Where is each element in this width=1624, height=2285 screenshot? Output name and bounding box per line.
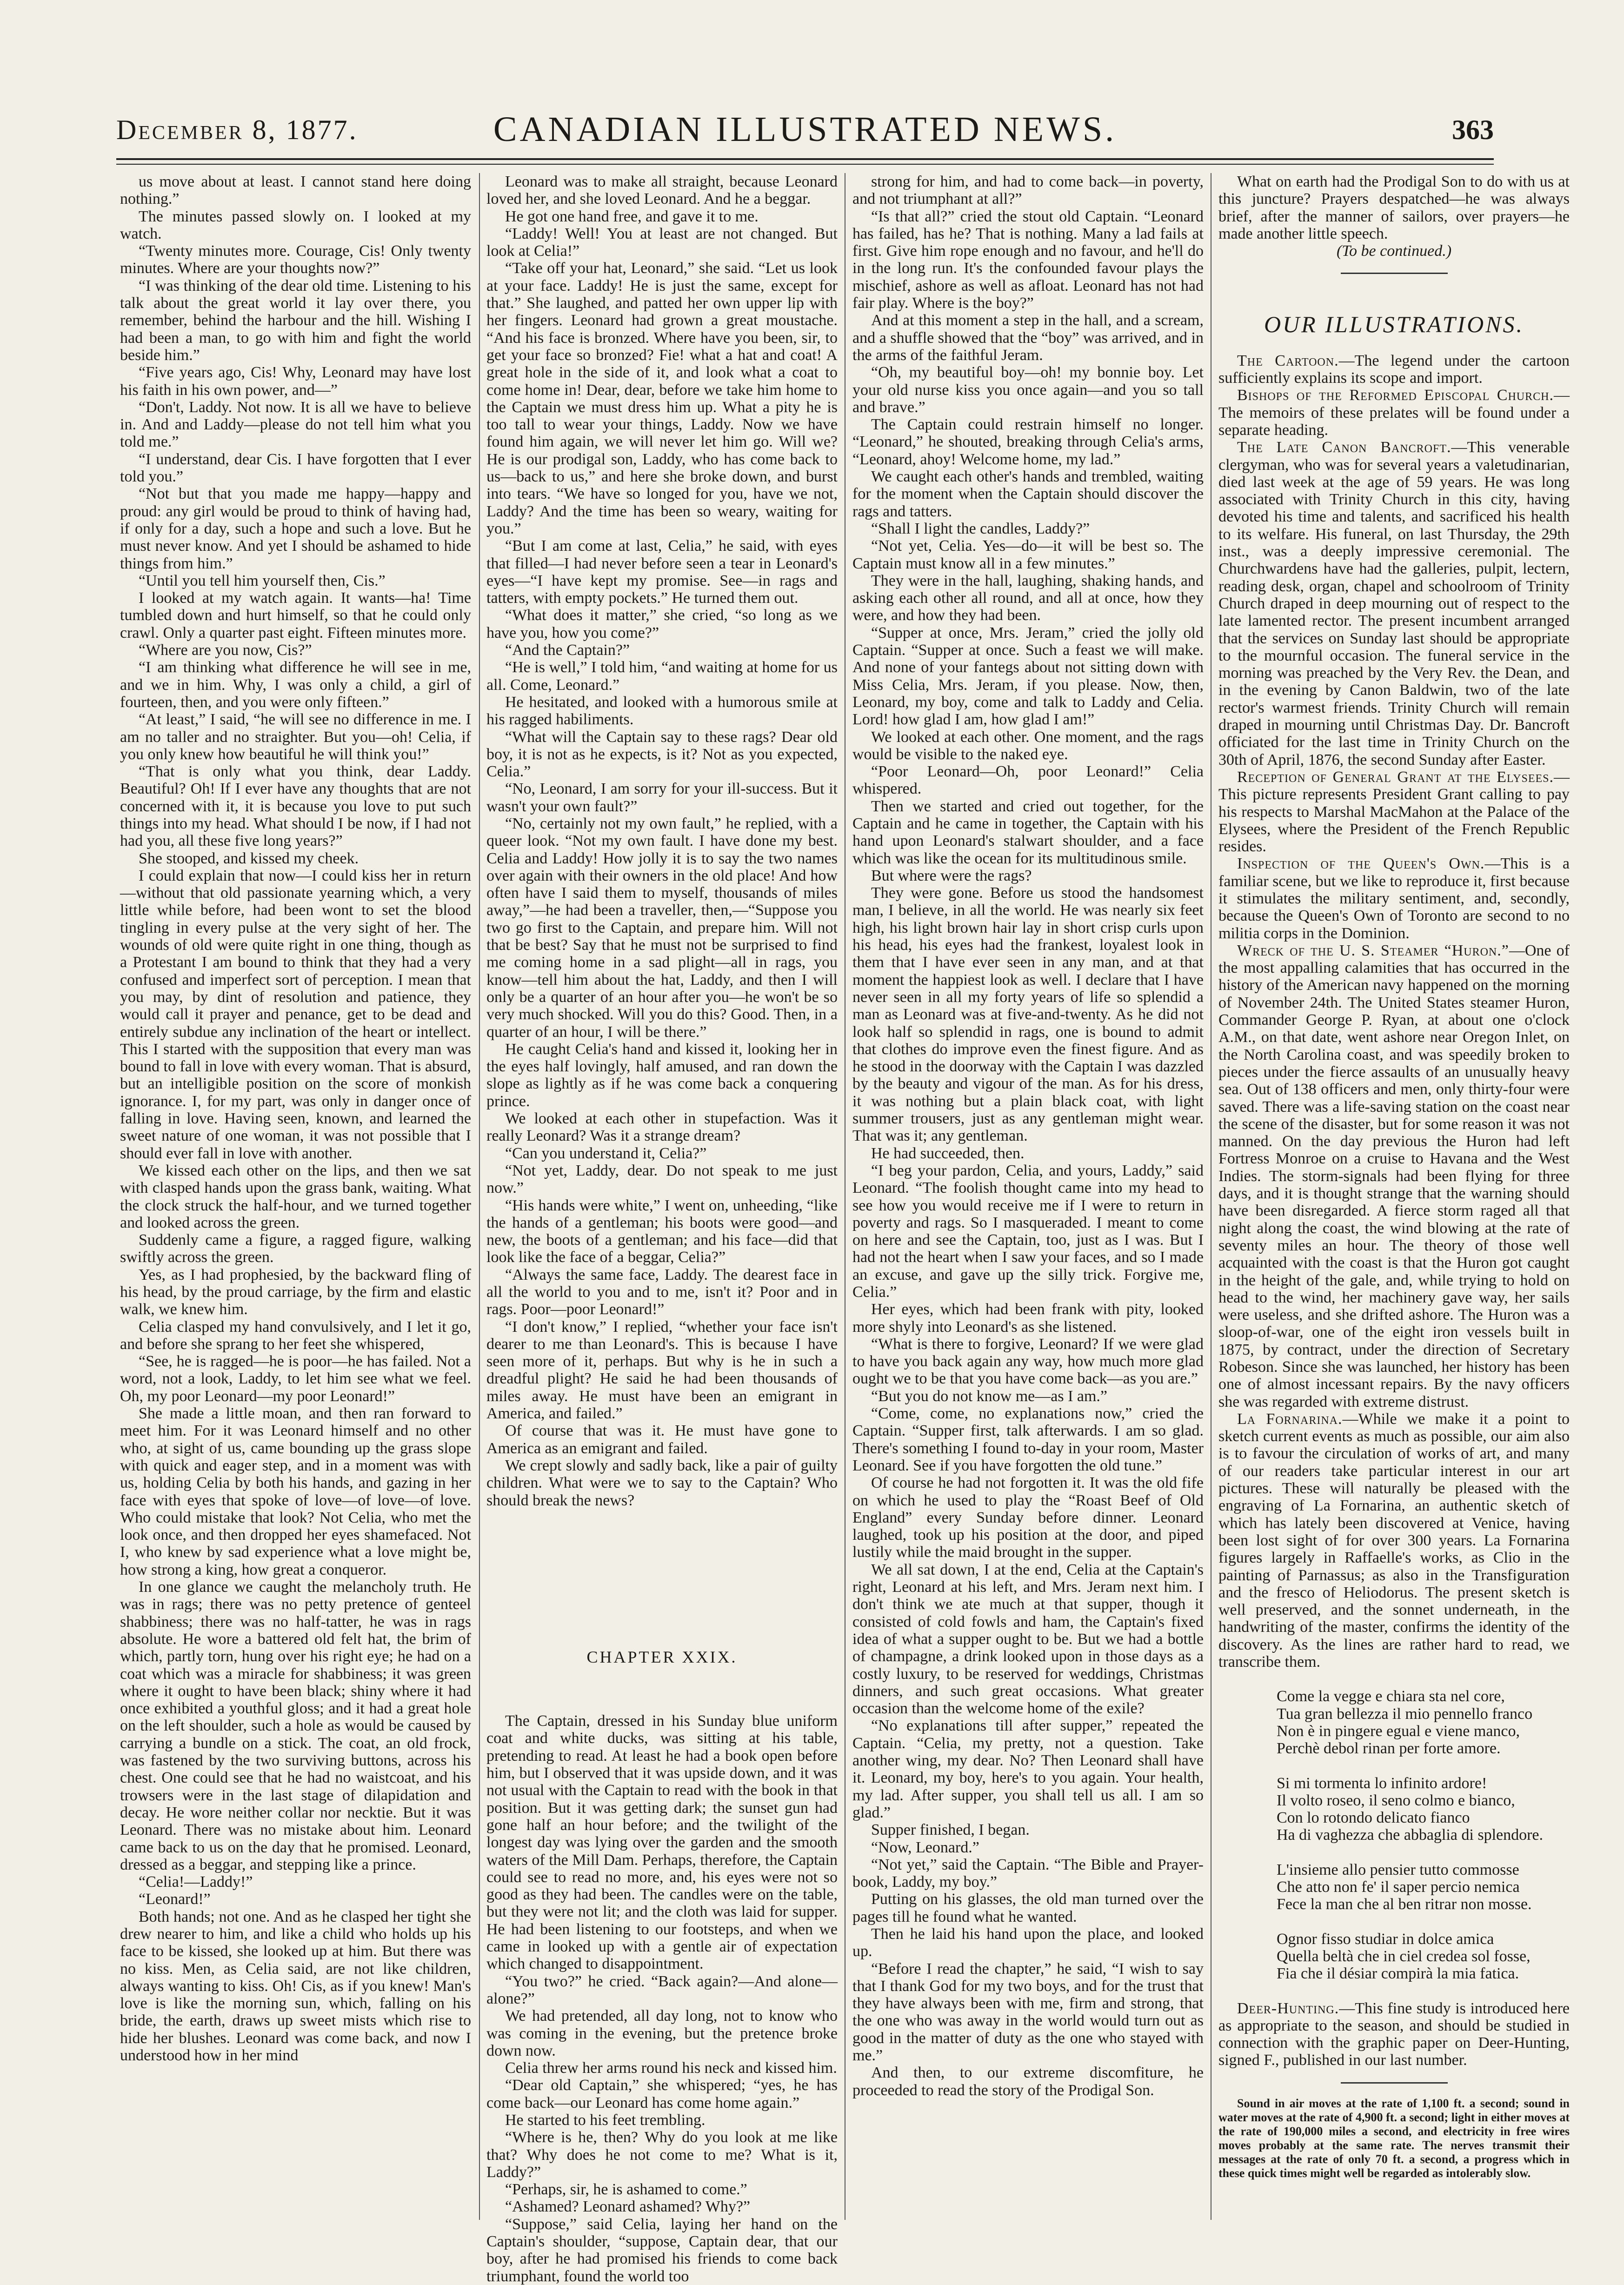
paragraph: “I understand, dear Cis. I have forgotten that I ever told you.” [120,450,471,486]
column-divider [479,173,480,2220]
paragraph: “Laddy! Well! You at least are not changed. But look at Celia!” [486,225,838,260]
poem-line: Che atto non fe' il saper percio nemica [1277,1878,1520,1896]
story-continuation [486,173,838,1509]
paragraph: “I am thinking what difference he will see in me, and we in him. Why, I was only a child, a girl of fourteen, then, and you were only fifteen.” [120,659,471,711]
note-heading: La Fornarina. [1237,1410,1343,1428]
note-text: —This venerable clergyman, who was for several years a valetudinarian, died last week at the age of 59 years. He was long associated with Trinity Church in this city, having devoted his time and talents, and sacrificed his health to its welfare. His funeral, on last Thursday, the 29th inst., was a deeply impressive ceremonial. The Churchwardens have had the galleries, pulpit, lectern, reading desk, organ, chapel and schoolroom of Trinity Church draped in deep mourning out of respect to the late lamented rector. The present incumbent arranged that the services on Sunday last should be appropriate to the mournful occasion. The funeral service in the morning was preached by the Very Rev. the Dean, and in the evening by Canon Baldwin, two of the late rector's warmest friends. Trinity Church will remain draped in mourning until Christmas Day. Dr. Bancroft officiated for the last time in Trinity Church on the 30th of April, 1876, the second Sunday after Easter. [1218,439,1570,768]
paragraph: What on earth had the Prodigal Son to do with us at this juncture? Prayers despatched—he was always brief, after the manner of sailors, over prayers—he made another little speech. [1218,173,1570,242]
paragraph: “Is that all?” cried the stout old Captain. “Leonard has failed, has he? That is nothing. Many a lad fails at first. Give him rope enough and no favour, and he'll do in the long run. It's the confounded favour plays the mischief, ashore as well as afloat. Leonard has not had fair play. Where is the boy?” [852,207,1204,312]
illustration-note [1218,352,1570,387]
paragraph: “Take off your hat, Leonard,” she said. “Let us look at your face. Laddy! He is just the same, except for that.” She laughed, and patted her own upper lip with her fingers. Leonard had grown a great moustache. “And his face is bronzed. Where have you been, sir, to get your face so bronzed? Fie! what a hat and coat! A great hole in the side of it, and look what a coat to come home in! Dear, dear, before we take him home to the Captain we must dress him up. What a pity he is too tall to wear your things, Laddy. Now we have found him again, we will never let him go. Will we? He is our prodigal son, Laddy, who has come back to us—back to us,” and here she broke down, and burst into tears. “We have so longed for you, have we not, Laddy? And the time has been so weary, waiting for you.” [486,260,838,537]
paragraph: “I don't know,” I replied, “whether your face isn't dearer to me than Leonard's. This is because I have seen more of it, perhaps. But why is he in such a dreadful plight? He said he had been thousands of miles away. He must have been an emigrant in America, and failed.” [486,1318,838,1423]
paragraph: “What will the Captain say to these rags? Dear old boy, it is not as he expects, is it? Not as you expected, Celia.” [486,728,838,781]
sonnet [1218,1670,1570,1982]
section-title: OUR ILLUSTRATIONS. [1264,311,1524,338]
paragraph: “He is well,” I told him, “and waiting at home for us all. Come, Leonard.” [486,659,838,694]
column-3 [852,173,1204,2220]
chapter-text [486,1712,838,2285]
illustration-note [1218,1410,1570,1670]
paragraph: “Come, come, no explanations now,” cried the Captain. “Supper first, talk afterwards. I am so glad. There's something I found to-day in your room, Master Leonard. See if you have forgotten the old tune.” [852,1405,1204,1474]
illustration-note [1218,439,1570,768]
poem-line: Come la vegge e chiara sta nel core, [1277,1688,1505,1705]
to-be-continued: (To be continued.) [1336,242,1452,260]
paragraph: Her eyes, which had been frank with pity, looked more shyly into Leonard's as she listened. [852,1301,1204,1336]
paragraph: strong for him, and had to come back—in poverty, and not triumphant at all?” [852,173,1204,208]
paragraph: They were in the hall, laughing, shaking hands, and asking each other all round, and all at once, how they were, and how they had been. [852,572,1204,624]
paragraph: “Suppose,” said Celia, laying her hand on the Captain's shoulder, “suppose, Captain dear, that our boy, after he had promised his friends to come back triumphant, found the world too [486,2215,838,2285]
paragraph: We had pretended, all day long, not to know who was coming in the evening, but the pretence broke down now. [486,2007,838,2059]
poem-line: Tua gran bellezza il mio pennello franco [1277,1705,1533,1723]
paragraph: We all sat down, I at the end, Celia at the Captain's right, Leonard at his left, and Mrs. Jeram next him. I don't think we ate much at that supper, though it consisted of cold fowls and ham, the Captain's fixed idea of what a supper ought to be. But we had a bottle of champagne, a drink looked upon in those days as a costly luxury, to be reserved for weddings, Christmas dinners, and such great occasions. What greater occasion than the welcome home of the exile? [852,1561,1204,1717]
paragraph: But where were the rags? [871,867,1032,884]
poem-line: L'insieme allo pensier tutto commosse [1277,1861,1519,1878]
note-heading: The Late Canon Bancroft. [1237,439,1451,456]
paragraph: We looked at each other in stupefaction. Was it really Leonard? Was it a strange dream? [486,1110,838,1145]
paragraph: “Leonard!” [139,1891,211,1908]
illustration-note [1218,768,1570,855]
note-heading: The Cartoon. [1237,352,1339,369]
paragraph: “No, Leonard, I am sorry for your ill-success. But it wasn't your own fault?” [486,780,838,815]
paragraph: The minutes passed slowly on. I looked at my watch. [120,207,471,242]
paragraph: The Captain, dressed in his Sunday blue uniform coat and white ducks, was sitting at his table, pretending to read. At least he had a book open before him, but I observed that it was upside down, and it was not usual with the Captain to read with the book in that position. But it was getting dark; the sunset gun had gone half an hour before; and the twilight of the longest day was lying over the garden and the smooth waters of the Mill Dam. Perhaps, therefore, the Captain could see to read no more, and, his eyes were not so good as they had been. The candles were on the table, but they were not lit; and the cloth was laid for supper. He had been listening to our footsteps, and when we came in looked up with a gentle air of expectation which changed to disappointment. [486,1712,838,1973]
paragraph: Suddenly came a figure, a ragged figure, walking swiftly across the green. [120,1231,471,1266]
note-text: —The memoirs of these prelates will be found under a separate heading. [1218,387,1570,439]
paragraph: “Twenty minutes more. Courage, Cis! Only twenty minutes. Where are your thoughts now?” [120,242,471,277]
paragraph: “Where is he, then? Why do you look at me like that? Why does he not come to me? What is it, Laddy?” [486,2129,838,2181]
poem-line: Fece la man che al ben ritrar non mosse. [1277,1896,1532,1913]
paragraph: Leonard was to make all straight, because Leonard loved her, and she loved Leonard. And he a beggar. [486,173,838,208]
paragraph: I could explain that now—I could kiss her in return—without that old passionate yearning which, a very little while before, had been wont to set the blood tingling in every pulse at the very sight of her. The wounds of old were quite right in one thing, though as a Protestant I am bound to think that they had a very confused and imperfect sort of perception. I mean that you may, by dint of resolution and patience, they would call it prayer and penance, get to be dead and entirely subdue any inclination of the heart or intellect. This I started with the supposition that every man was bound to fall in love with every woman. That is absurd, but an intelligible position on the score of monkish ignorance. I, for my part, was only in danger once of falling in love. Having seen, known, and learned the sweet nature of one woman, it was not possible that I should ever fall in love with another. [120,867,471,1162]
page-header [116,109,1494,170]
paragraph: “Always the same face, Laddy. The dearest face in all the world to you and to me, isn't it? Poor and in rags. Poor—poor Leonard!” [486,1266,838,1318]
paragraph: They were gone. Before us stood the handsomest man, I believe, in all the world. He was nearly six feet high, his light brown hair lay in short crisp curls upon his head, his eyes had the frankest, loyalest look in them that I have ever seen in any man, and at that moment the happiest look as well. I declare that I have never seen in all my forty years of life so splendid a man as Leonard was at five-and-twenty. As he did not look half so splendid in rags, one is bound to admit that clothes do improve even the finest figure. And as he stood in the doorway with the Captain I was dazzled by the beauty and vigour of the man. As for his dress, it was nothing but a plain black coat, with light summer trousers, just as any gentleman might wear. That was it; any gentleman. [852,884,1204,1145]
paragraph: “Dear old Captain,” she whispered; “yes, he has come back—our Leonard has come home again.” [486,2077,838,2111]
header-rule [116,158,1494,160]
paragraph: “Ashamed? Leonard ashamed? Why?” [505,2198,751,2216]
paragraph: The Captain could restrain himself no longer. “Leonard,” he shouted, breaking through Celia's arms, “Leonard, ahoy! Welcome home, my lad.” [852,416,1204,468]
paragraph: She made a little moan, and then ran forward to meet him. For it was Leonard himself and no other who, at sight of us, came bounding up the grass slope with quick and eager step, and in a moment was with us, holding Celia by both his hands, and gazing in her face with eyes that spoke of love—of love—of love. Who could mistake that look? Not Celia, who met the look once, and then dropped her eyes shamefaced. Not I, who knew by sad experience what a love might be, how strong a king, how great a conqueror. [120,1405,471,1578]
paragraph: We kissed each other on the lips, and then we sat with clasped hands upon the grass bank, waiting. What the clock struck the half-hour, and we turned together and looked across the green. [120,1162,471,1231]
column-1 [120,173,471,2220]
paragraph: “Not yet, Celia. Yes—do—it will be best so. The Captain must know all in a few minutes.” [852,537,1204,572]
paragraph: He hesitated, and looked with a humorous smile at his ragged habiliments. [486,693,838,728]
note-text: —The legend under the cartoon sufficiently explains its scope and import. [1218,352,1570,387]
paragraph: “Not yet, Laddy, dear. Do not speak to me just now.” [486,1162,838,1197]
paragraph: “His hands were white,” I went on, unheeding, “like the hands of a gentleman; his boots were good—and new, the boots of a gentleman; and his face—did that look like the face of a beggar, Celia?” [486,1196,838,1266]
paragraph: “At least,” I said, “he will see no difference in me. I am no taller and no straighter. But you—oh! Celia, if you only knew how beautiful he will think you!” [120,711,471,763]
story-ending [1218,173,1570,242]
paragraph: “Poor Leonard—Oh, poor Leonard!” Celia whispered. [852,763,1204,798]
paragraph: He had succeeded, then. [871,1144,1025,1162]
paragraph: Supper finished, I began. [871,1821,1030,1839]
poem-line: Il volto roseo, il seno colmo e bianco, [1277,1791,1515,1809]
illustration-note [1218,387,1570,439]
paragraph: Then we started and cried out together, for the Captain and he came in together, the Captain with his hand upon Leonard's stalwart shoulder, and a face which was like the ocean for its multitudinous smile. [852,797,1204,867]
poem-line: Fia che il désiar compirà la mia fatica. [1277,1965,1519,1983]
illustration-note [1218,942,1570,1410]
paragraph: “Perhaps, sir, he is ashamed to come.” [505,2181,747,2198]
poem-line: Ha di vaghezza che abbaglia di splendore. [1277,1826,1544,1844]
note-heading: Reception of General Grant at the Elysees. [1237,768,1554,786]
paragraph: “Supper at once, Mrs. Jeram,” cried the jolly old Captain. “Supper at once. Such a feast we will make. And none of your fantegs about not sitting down with Miss Celia, Mrs. Jeram, if you please. Now, then, Leonard, my boy, come and talk to Laddy and Celia. Lord! how glad I am, how glad I am!” [852,624,1204,728]
note-heading: Inspection of the Queen's Own. [1237,855,1485,873]
poem-line: Perchè debol rinan per forte amore. [1277,1740,1501,1757]
paragraph: Yes, as I had prophesied, by the backward fling of his head, by the proud carriage, by the firm and elastic walk, we knew him. [120,1266,471,1318]
paragraph: He started to his feet trembling. [505,2111,706,2129]
poem-line: Con lo rotondo delicato fianco [1277,1809,1470,1827]
paragraph: “But I am come at last, Celia,” he said, with eyes that filled—I had never before seen a tear in Leonard's eyes—“I have kept my promise. See—in rags and tatters, with empty pockets.” He turned them out. [486,537,838,607]
paragraph: “That is only what you think, dear Laddy. Beautiful? Oh! If I ever have any thoughts that are not concerned with it, it is because you love to put such things into my head. What should I be now, if I had not had you, all these five long years?” [120,763,471,850]
paragraph: “No, certainly not my own fault,” he replied, with a queer look. “Not my own fault. I have done my best. Celia and Laddy! How jolly it is to say the two names over again with their owners in the old place! And how often have I said them to myself, thousands of miles away,”—he had been a traveller, then,—“Suppose you two go first to the Captain, and prepare him. Will not that be best? Say that he must not be surprised to find me coming home in a sad plight—all in rags, you know—tell him about the hat, Laddy, and then I will only be a quarter of an hour after you—he won't be so very much shocked. Will you do this? Good. Then, in a quarter of an hour, I will be there.” [486,815,838,1041]
paragraph: “Where are you now, Cis?” [139,641,312,659]
poem-line: Non è in pingere egual e viene manco, [1277,1722,1520,1740]
paragraph: “I was thinking of the dear old time. Listening to his talk about the great world it lay over there, you remember, behind the harbour and the hill. Wishing I had been a man, to go with him and fight the world beside him.” [120,277,471,364]
column-2 [486,173,838,2285]
paragraph: “Can you understand it, Celia?” [505,1144,707,1162]
chapter-heading: CHAPTER XXIX. [586,1647,738,1666]
paragraph: Celia clasped my hand convulsively, and I let it go, and before she sprang to her feet she whispered, [120,1318,471,1353]
paragraph: “See, he is ragged—he is poor—he has failed. Not a word, not a look, Laddy, to let him see what we feel. Oh, my poor Leonard—my poor Leonard!” [120,1353,471,1405]
paragraph: “Oh, my beautiful boy—oh! my bonnie boy. Let your old nurse kiss you once again—and you so tall and brave.” [852,364,1204,416]
paragraph: “Until you tell him yourself then, Cis.” [139,572,386,589]
section-rule [1341,2082,1448,2084]
paragraph: “No explanations till after supper,” repeated the Captain. “Celia, my pretty, not a question. Take another wing, my dear. No? Then Leonard shall have it. Leonard, my boy, here's to you again. Your health, my lad. After supper, you shall tell us all. I am so glad.” [852,1717,1204,1821]
paragraph: He got one hand free, and gave it to me. [505,207,759,225]
paragraph: Both hands; not one. And as he clasped her tight she drew nearer to him, and like a child who holds up his face to be kissed, she looked up at him. But there was no kiss. Men, as Celia said, are not like children, always wanting to kiss. Oh! Cis, as if you knew! Man's love is like the morning sun, which, falling on his bride, the earth, draws up sweet mists which rise to hide her blushes. Leonard was come back, and now I understood how in her mind [120,1908,471,2065]
note-text: —This picture represents President Grant calling to pay his respects to Marshal MacMahon at the Palace of the Elysees, where the President of the French Republic resides. [1218,768,1570,855]
issue-date: December 8, 1877. [116,114,358,145]
paragraph: And at this moment a step in the hall, and a scream, and a shuffle showed that the “boy” was arrived, and in the arms of the faithful Jeram. [852,312,1204,364]
note-heading: Wreck of the U. S. Steamer “Huron.” [1237,942,1509,959]
paragraph: Putting on his glasses, the old man turned over the pages till he found what he wanted. [852,1891,1204,1925]
paragraph: Celia threw her arms round his neck and kissed him. [505,2059,837,2077]
paragraph: us move about at least. I cannot stand here doing nothing.” [120,173,471,208]
note-heading: Bishops of the Reformed Episcopal Church. [1237,387,1554,404]
paragraph: “Don't, Laddy. Not now. It is all we have to believe in. And and Laddy—please do not tell him what you told me.” [120,398,471,451]
paragraph: And then, to our extreme discomfiture, he proceeded to read the story of the Prodigal Son. [852,2064,1204,2099]
paragraph: “You two?” he cried. “Back again?—And alone—alone?” [486,1972,838,2007]
paragraph: “What does it matter,” she cried, “so long as we have you, how you come?” [486,607,838,641]
paragraph: He caught Celia's hand and kissed it, looking her in the eyes half lovingly, half amused, and ran down the slope as lightly as if he was come back a conquering prince. [486,1040,838,1110]
paragraph: We looked at each other. One moment, and the rags would be visible to the naked eye. [852,728,1204,763]
column-4 [1218,173,1570,2220]
poem-line: Si mi tormenta lo infinito ardore! [1277,1774,1487,1792]
poem-line: Quella beltà che in ciel credea sol fosse, [1277,1947,1531,1965]
header-rule-thin [116,164,1494,165]
paragraph: “Celia!—Laddy!” [139,1873,253,1891]
paragraph: We caught each other's hands and trembled, waiting for the moment when the Captain should discover the rags and tatters. [852,468,1204,520]
paragraph: “I beg your pardon, Celia, and yours, Laddy,” said Leonard. “The foolish thought came into my head to see how you would receive me if I were to return in poverty and rags. So I masqueraded. I meant to come on here and see the Captain, too, just as I was. But I had not the heart when I saw your faces, and so I made an excuse, and gave up the silly trick. Forgive me, Celia.” [852,1162,1204,1301]
illustration-note [1218,855,1570,942]
paragraph: “What is there to forgive, Leonard? If we were glad to have you back again any way, how much more glad ought we to be that you have come back—as you are.” [852,1335,1204,1388]
poem-line: Ognor fisso studiar in dolce amica [1277,1930,1494,1948]
note-text: —One of the most appalling calamities that has occurred in the history of the American navy happened on the morning of November 24th. The United States steamer Huron, Commander George P. Ryan, at about one o'clock A.M., on that date, went ashore near Oregon Inlet, on the North Carolina coast, and was speedily broken to pieces under the fierce assaults of an unusually heavy sea. Out of 138 officers and men, only thirty-four were saved. There was a life-saving station on the coast near the scene of the disaster, but for some reason it was not manned. On the day previous the Huron had left Fortress Monroe on a cruise to Havana and the West Indies. The storm-signals had been flying for three days, and it is thought strange that the warning should have been disregarded. A fierce storm raged all that night along the coast, the wind blowing at the rate of seventy miles an hour. The theory of those well acquainted with the coast is that the Huron got caught in the height of the gale, and, while trying to hold on head to the wind, her machinery gave way, her sails were useless, and she drifted ashore. The Huron was a sloop-of-war, one of the eight iron vessels built in 1875, by contract, under the direction of Secretary Robeson. Since she was launched, her history has been one of almost incessant repairs. By the navy officers she was regarded with extreme distrust. [1218,942,1570,1410]
paragraph: “But you do not know me—as I am.” [871,1387,1108,1405]
paragraph: “Now, Leonard.” [871,1838,979,1856]
paragraph: She stooped, and kissed my cheek. [139,849,359,867]
paragraph: Of course that was it. He must have gone to America as an emigrant and failed. [486,1422,838,1457]
section-rule [1341,273,1448,274]
note-text: —While we make it a point to sketch current events as much as possible, our aim also is to favour the circulation of works of art, and many of our readers take particular interest in our art pictures. These will naturally be pleased with the engraving of La Fornarina, an authentic sketch of which has lately been discovered at Venice, having been lost sight of for over 300 years. La Fornarina figures largely in Raffaelle's works, as Clio in the painting of Parnassus; as also in the Transfiguration and the fresco of Heliodorus. The present sketch is well preserved, and the sonnet underneath, in the handwriting of the master, confirms the identity of the discovery. As the lines are rather hard to read, we transcribe them. [1218,1410,1570,1671]
paragraph: Of course he had not forgotten it. It was the old fife on which he used to play the “Roast Beef of Old England” every Sunday before dinner. Leonard laughed, took up his position at the door, and piped lustily while the maid brought in the supper. [852,1474,1204,1561]
paragraph: “And the Captain?” [505,641,630,659]
illustration-notes [1218,352,1570,1671]
deer-hunting-note: Deer-Hunting.—This fine study is introduced here as appropriate to the season, and should be studied in connection with the graphic paper on Deer-Hunting, signed F., published in our last number. [1218,1999,1570,2069]
paragraph: “Not but that you made me happy—happy and proud: any girl would be proud to think of having had, if only for a day, such a hope and such a love. But he must never know. And yet I should be ashamed to hide things from him.” [120,485,471,572]
sound-note: Sound in air moves at the rate of 1,100 ft. a second; sound in water moves at the rate of 4,900 ft. a second; light in either moves at the rate of 190,000 miles a second, and electricity in free wires moves probably at the same rate. The nerves transmit their messages at the rate of only 70 ft. a second, a progress which in these quick times might well be regarded as intolerably slow. [1218,2096,1570,2180]
paragraph: Then he laid his hand upon the place, and looked up. [852,1925,1204,1960]
paragraph: In one glance we caught the melancholy truth. He was in rags; there was no petty pretence of genteel shabbiness; there was no half-tatter, he was in rags absolute. He wore a battered old felt hat, the brim of which, partly torn, hung over his right eye; he had on a coat which was a miracle for shabbiness; it was green where it ought to have been black; shiny where it had once exhibited a youthful gloss; and it had a great hole on the left shoulder, such a hole as would be caused by carrying a bundle on a stick. The coat, an old frock, was fastened by the two surviving buttons, across his chest. One could see that he had no waistcoat, and his trowsers were in the last stage of dilapidation and decay. He wore neither collar nor necktie. But it was Leonard. There was no mistake about him. Leonard came back to us on the day that he promised. Leonard, dressed as a beggar, and stepping like a prince. [120,1578,471,1873]
paragraph: “Five years ago, Cis! Why, Leonard may have lost his faith in his own power, and—” [120,364,471,399]
paragraph: “Shall I light the candles, Laddy?” [871,520,1090,537]
note-text: —This is a familiar scene, but we like to reproduce it, first because it stimulates the military sentiment, and, secondly, because the Queen's Own of Toronto are second to no militia corps in the Dominion. [1218,855,1570,942]
paragraph: “Before I read the chapter,” he said, “I wish to say that I thank God for my two boys, and for the trust that they have always been with me, firm and strong, that the one who was away in the world would turn out as good in the matter of duty as the one who stayed with me.” [852,1960,1204,2065]
paragraph: We crept slowly and sadly back, like a pair of guilty children. What were we to say to the Captain? Who should break the news? [486,1457,838,1509]
masthead-title: CANADIAN ILLUSTRATED NEWS. [493,110,1117,149]
page-number: 363 [1452,114,1494,145]
paragraph: I looked at my watch again. It wants—ha! Time tumbled down and hurt himself, so that he could only crawl. Only a quarter past eight. Fifteen minutes more. [120,589,471,641]
paragraph: “Not yet,” said the Captain. “The Bible and Prayer-book, Laddy, my boy.” [852,1856,1204,1891]
